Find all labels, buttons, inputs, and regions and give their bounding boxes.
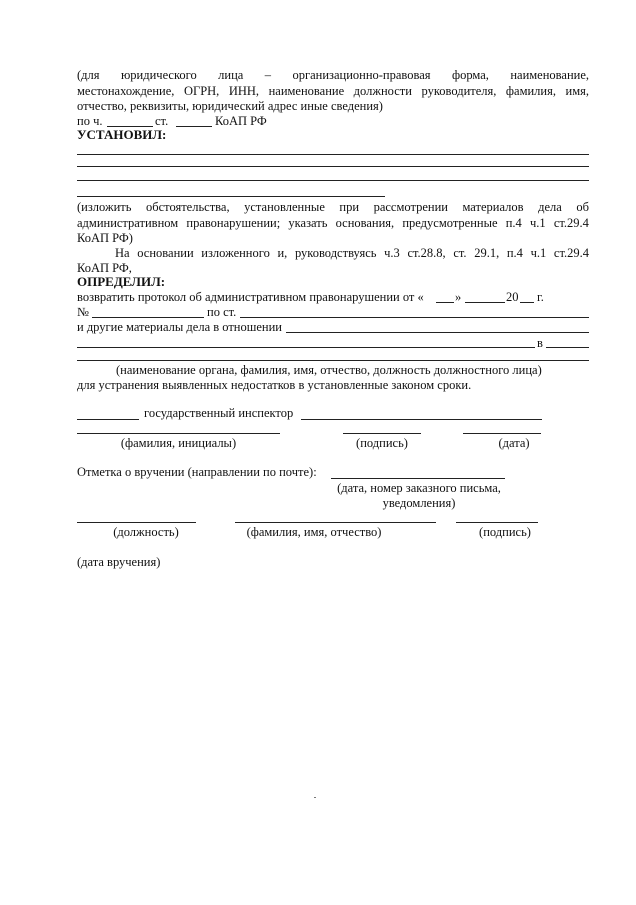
inspector-date-caption: (дата) — [498, 436, 530, 450]
word: наименование — [268, 84, 345, 98]
inspector-name-line[interactable] — [301, 419, 542, 420]
article-mid: ст. — [155, 114, 169, 128]
inspector-name-caption: (фамилия, инициалы) — [120, 436, 237, 450]
delivery-caption-2: уведомления) — [382, 496, 456, 510]
established-line-3[interactable] — [77, 180, 589, 181]
word: ст.29.4 — [553, 216, 589, 230]
word: 29.1, — [474, 246, 500, 260]
recipient-sign-caption: (подпись) — [479, 525, 531, 539]
decided-heading: ОПРЕДЕЛИЛ: — [77, 274, 166, 289]
inspector-sign-caption: (подпись) — [356, 436, 408, 450]
inspector-initials-line[interactable] — [77, 433, 280, 434]
organ-field[interactable] — [546, 347, 589, 348]
word: материалов — [462, 200, 524, 214]
scan-speck — [314, 797, 316, 798]
recipient-position-line[interactable] — [77, 522, 196, 523]
article-label: по ст. — [207, 305, 237, 319]
word: ОГРН, — [183, 84, 220, 98]
protocol-day-field[interactable] — [436, 302, 454, 303]
header-line-2 — [77, 85, 589, 98]
word: ст.28.8, — [407, 246, 446, 260]
word: ИНН, — [228, 84, 260, 98]
word: основания, — [335, 216, 395, 230]
word: и, — [277, 246, 288, 260]
word: ч.1 — [530, 246, 547, 260]
established-heading: УСТАНОВИЛ: — [77, 127, 167, 142]
year-suffix: г. — [537, 290, 544, 304]
word: (изложить — [77, 200, 132, 214]
protocol-number-field[interactable] — [92, 317, 204, 318]
word: (для — [77, 68, 100, 82]
word: дела — [538, 200, 562, 214]
word: должности — [353, 84, 412, 98]
word: правонарушении; — [186, 216, 281, 230]
delivery-label: Отметка о вручении (направлении по почте): — [77, 465, 317, 479]
organ-field-2[interactable] — [77, 360, 589, 361]
basis-line-2: КоАП РФ, — [77, 261, 132, 275]
in-label: в — [537, 336, 543, 350]
word: п.4 — [505, 216, 522, 230]
header-line-1 — [77, 69, 589, 82]
word: административном — [77, 216, 179, 230]
word: обстоятельства, — [146, 200, 230, 214]
header-line-3: отчество, реквизиты, юридический адрес иные сведения) — [77, 99, 383, 113]
recipient-position-caption: (должность) — [113, 525, 179, 539]
word: предусмотренные — [402, 216, 498, 230]
quote-close: » — [455, 290, 462, 304]
delivery-details-line[interactable] — [331, 478, 505, 479]
word: организационно-правовая — [292, 68, 431, 82]
word: руководителя, — [421, 84, 497, 98]
established-hint-1 — [77, 201, 589, 214]
inspector-sign-line[interactable] — [343, 433, 421, 434]
materials-person-field[interactable] — [286, 332, 589, 333]
word: установленные — [244, 200, 325, 214]
protocol-year-field[interactable] — [520, 302, 534, 303]
established-hint-3: КоАП РФ) — [77, 231, 133, 245]
year-prefix: 20 — [506, 290, 519, 304]
word: при — [339, 200, 360, 214]
word: На — [115, 246, 130, 260]
materials-label: и другие материалы дела в отношении — [77, 320, 282, 334]
word: имя, — [565, 84, 589, 98]
delivery-date-caption: (дата вручения) — [77, 555, 161, 569]
word: указать — [288, 216, 328, 230]
word: лица — [218, 68, 244, 82]
word: ч.3 — [384, 246, 400, 260]
word: юридического — [120, 68, 197, 82]
basis-line-1 — [115, 247, 589, 260]
recipient-sign-line[interactable] — [456, 522, 538, 523]
article-suffix: КоАП РФ — [215, 114, 267, 128]
word: руководствуясь — [294, 246, 377, 260]
organ-caption: (наименование органа, фамилия, имя, отчество, должность должностного лица) — [116, 363, 542, 377]
delivery-caption-1: (дата, номер заказного письма, — [337, 481, 501, 495]
materials-person-field-2[interactable] — [77, 347, 535, 348]
recipient-fullname-caption: (фамилия, имя, отчество) — [246, 525, 382, 539]
word: ст. — [453, 246, 467, 260]
word: основании — [137, 246, 194, 260]
established-hint-2 — [77, 217, 589, 230]
word: об — [576, 200, 589, 214]
elimination-text: для устранения выявленных недостатков в установленные законом сроки. — [77, 378, 472, 392]
word: форма, — [451, 68, 489, 82]
word: ст.29.4 — [553, 246, 589, 260]
article-prefix: по ч. — [77, 114, 103, 128]
protocol-article-field[interactable] — [240, 317, 589, 318]
established-line-1[interactable] — [77, 154, 589, 155]
inspector-date-line[interactable] — [463, 433, 541, 434]
word: – — [264, 68, 272, 82]
established-line-4[interactable] — [77, 196, 385, 197]
word: рассмотрении — [373, 200, 448, 214]
number-sign: № — [77, 305, 89, 319]
inspector-prefix-field[interactable] — [77, 419, 139, 420]
recipient-fullname-line[interactable] — [235, 522, 436, 523]
word: ч.1 — [529, 216, 546, 230]
word: наименование, — [510, 68, 589, 82]
inspector-label: государственный инспектор — [144, 406, 294, 420]
word: фамилия, — [505, 84, 556, 98]
return-text: возвратить протокол об административном правонарушении от « — [77, 290, 424, 304]
established-line-2[interactable] — [77, 166, 589, 167]
protocol-month-field[interactable] — [465, 302, 505, 303]
word: изложенного — [201, 246, 270, 260]
article-number-field[interactable] — [176, 126, 212, 127]
word: местонахождение, — [77, 84, 175, 98]
word: п.4 — [506, 246, 523, 260]
